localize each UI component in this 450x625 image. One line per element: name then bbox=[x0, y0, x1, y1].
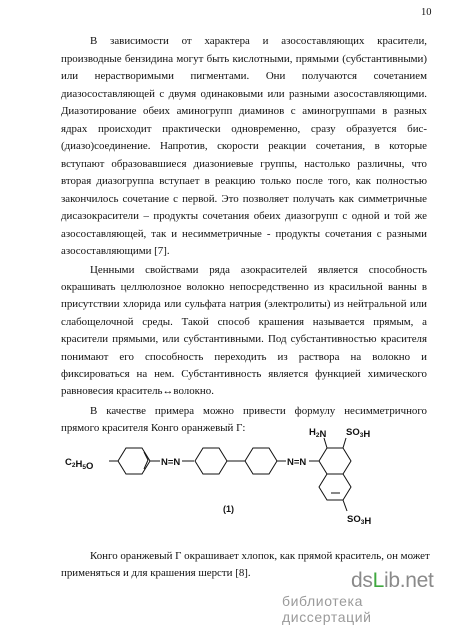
text-line: В качестве примера можно привести формулу несимметричного bbox=[90, 405, 427, 417]
naphthalene-ring-lower bbox=[319, 474, 351, 500]
benzene-ring-1 bbox=[118, 448, 150, 474]
watermark-tagline: библиотека диссертаций bbox=[282, 593, 372, 625]
benzene-ring-3 bbox=[245, 448, 277, 474]
text-line: В зависимости от характера и азосоставляющих красители, bbox=[90, 35, 427, 47]
amino-group: $H_2N$ bbox=[309, 427, 327, 440]
text-line: понимают его способность переходить из раствора на волокно и bbox=[61, 351, 427, 363]
chemical-formula bbox=[65, 423, 385, 533]
benzene-ring-2 bbox=[195, 448, 227, 474]
text-line: применяться и для крашения шерсти [8]. bbox=[61, 567, 251, 579]
text-line: Конго оранжевый Г окрашивает хлопок, как прямой краситель, он может bbox=[90, 550, 430, 562]
azo-group-1: N=N bbox=[161, 457, 181, 468]
naphthalene-ring-upper bbox=[319, 448, 351, 474]
text-line: прямого красителя Конго оранжевый Г: bbox=[61, 422, 246, 434]
text-line: закончилось сочетание с первой. Это позволяет получать как симметричные bbox=[61, 193, 427, 205]
text-line: азосоставляющей, так и несимметричные - продукты сочетания с разными bbox=[61, 228, 427, 240]
ethoxy-group: $C_2H_5O$ bbox=[65, 457, 94, 472]
watermark-logo: dsLib.net bbox=[351, 569, 434, 592]
text-line: азосоставляющими [7]. bbox=[61, 245, 170, 257]
page-number: 10 bbox=[421, 7, 432, 18]
text-line: Диазотирование обеих аминогрупп диаминов с аминогруппами в разных bbox=[61, 105, 427, 117]
text-line: Ценными свойствами ряда азокрасителей является способность bbox=[90, 264, 427, 276]
text-line: вторая диазогруппа вступает в реакцию только после того, как полностью bbox=[61, 175, 427, 187]
text-line: равновесия краситель↔волокно. bbox=[61, 385, 214, 397]
text-line: диазосоставляющей с двумя одинаковыми или разными азосоставляющими. bbox=[61, 88, 427, 100]
text-line: (диазо)соединение. Напротив, скорости реакции сочетания, в которые bbox=[61, 140, 427, 152]
sulfo-group-top: $SO_3H$ bbox=[346, 427, 371, 440]
text-line: производные бензидина могут быть кислотными, прямыми (субстантивными) bbox=[61, 53, 427, 65]
text-line: фиксироваться на нем. Субстантивность является функцией химического bbox=[61, 368, 427, 380]
text-line: слабощелочной среды. Такой способ крашения называется прямым, а bbox=[61, 316, 427, 328]
text-line: или нерастворимыми пигментами. Они получаются сочетанием bbox=[61, 70, 427, 82]
text-line: вступают образовавшиеся диазониевые группы, настолько различны, что bbox=[61, 158, 427, 170]
text-line: присутствии хлорида или сульфата натрия (электролиты) из нейтральной или bbox=[61, 298, 427, 310]
text-line: ядрах происходит практически одновременно, сразу образуется бис- bbox=[61, 123, 427, 135]
text-line: дисазокрасители – продукты сочетания обеих диазогрупп с одной и той же bbox=[61, 210, 427, 222]
text-line: окрашивать целлюлозное волокно непосредственно из красильной ванны в bbox=[61, 281, 427, 293]
formula-label: (1) bbox=[223, 504, 234, 514]
text-line: красители прямыми, или субстантивными. Под субстантивностью красителя bbox=[61, 333, 427, 345]
sulfo-group-bottom: $SO_3H$ bbox=[347, 514, 372, 527]
azo-group-2: N=N bbox=[287, 457, 307, 468]
